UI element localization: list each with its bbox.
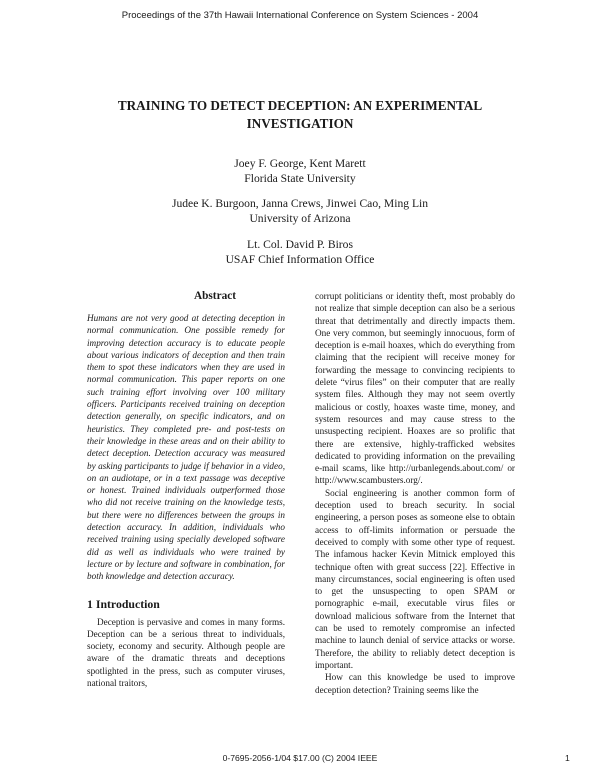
author-names: Lt. Col. David P. Biros bbox=[247, 238, 353, 251]
author-group bbox=[0, 237, 600, 267]
left-column bbox=[87, 290, 327, 689]
introduction-text: Deception is pervasive and comes in many forms. Deception can be a serious threat to individuals, society, economy and security. Although people are aware of the dramatic threats and deceptions spotlighted in the press, such as computer viruses, national traitors, bbox=[87, 616, 285, 689]
author-affiliation: Florida State University bbox=[244, 172, 356, 185]
author-affiliation: USAF Chief Information Office bbox=[225, 253, 375, 266]
body-paragraph: Social engineering is another common form of deception used to breach security. In social engineering, a person poses as someone else to obtain access to off-limits information or persuade the deceived to comply with some other type of request. The infamous hacker Kevin Mitnick employed this technique often with great success [22]. Effective in many circumstances, social engineering is often used to get the unsuspecting to open SPAM or pornographic e-mail, executable virus files or download malicious software from the Internet that can be used to remotely compromise an infected machine to launch denial of service attacks or worse. Therefore, the ability to reliably detect deception is important. bbox=[315, 487, 515, 670]
author-affiliation: University of Arizona bbox=[249, 212, 351, 225]
author-names: Judee K. Burgoon, Janna Crews, Jinwei Cao, Ming Lin bbox=[171, 197, 429, 210]
abstract-heading: Abstract bbox=[193, 290, 237, 302]
paper-title: TRAINING TO DETECT DECEPTION: AN EXPERIMENTAL INVESTIGATION bbox=[117, 98, 483, 131]
author-group bbox=[0, 156, 600, 186]
abstract-text: Humans are not very good at detecting deception in normal communication. One possible remedy for improving detection accuracy is to educate people about various indicators of deception and then train them to spot these indicators when they are used in normal communication. This paper reports on one such training effort involving over 100 military officers. Participants received training on deception detection generally, on specific indicators, and on heuristics. They completed pre- and post-tests on their knowledge in these areas and on their ability to detect deception. Detection accuracy was measured by asking participants to judge if behavior in a video, on an audiotape, or in a text passage was deceptive or honest. Trained individuals outperformed those who did not receive training on the knowledge tests, but there were no differences between the groups in detection accuracy. In addition, individuals who received training using specially developed software did as well as individuals who were trained by lecture or by lecture and software in combination, for both knowledge and detection accuracy. bbox=[87, 313, 285, 582]
footer-isbn: 0-7695-2056-1/04 $17.00 (C) 2004 IEEE bbox=[222, 753, 378, 763]
body-paragraph: How can this knowledge be used to improve deception detection? Training seems like the bbox=[315, 672, 515, 695]
author-names: Joey F. George, Kent Marett bbox=[234, 157, 366, 170]
right-column bbox=[315, 290, 515, 696]
author-group bbox=[0, 196, 600, 226]
running-header: Proceedings of the 37th Hawaii International Conference on System Sciences - 2004 bbox=[121, 10, 479, 21]
body-paragraph: corrupt politicians or identity theft, most probably do not realize that simple deception can also be a serious threat that detrimentally and directly impacts them. One very common, but seemingly innocuous, form of deception is e-mail hoaxes, which do everything from claiming that the recipient will receive money for forwarding the message to convincing recipients to delete “virus files” on their computer that are really system files. Although they may not seem overtly malicious or costly, hoaxes waste time, money, and system resources and may cause stress to the unsuspecting recipient. Hoaxes are so prolific that there are extensive, highly-trafficked websites dedicated to providing information on the prevailing e-mail scams, like http://urbanlegends.about.com/ or http://www.scambusters.org/. bbox=[315, 291, 515, 486]
section-heading-introduction: 1 Introduction bbox=[87, 596, 160, 611]
page-number: 1 bbox=[565, 753, 570, 763]
